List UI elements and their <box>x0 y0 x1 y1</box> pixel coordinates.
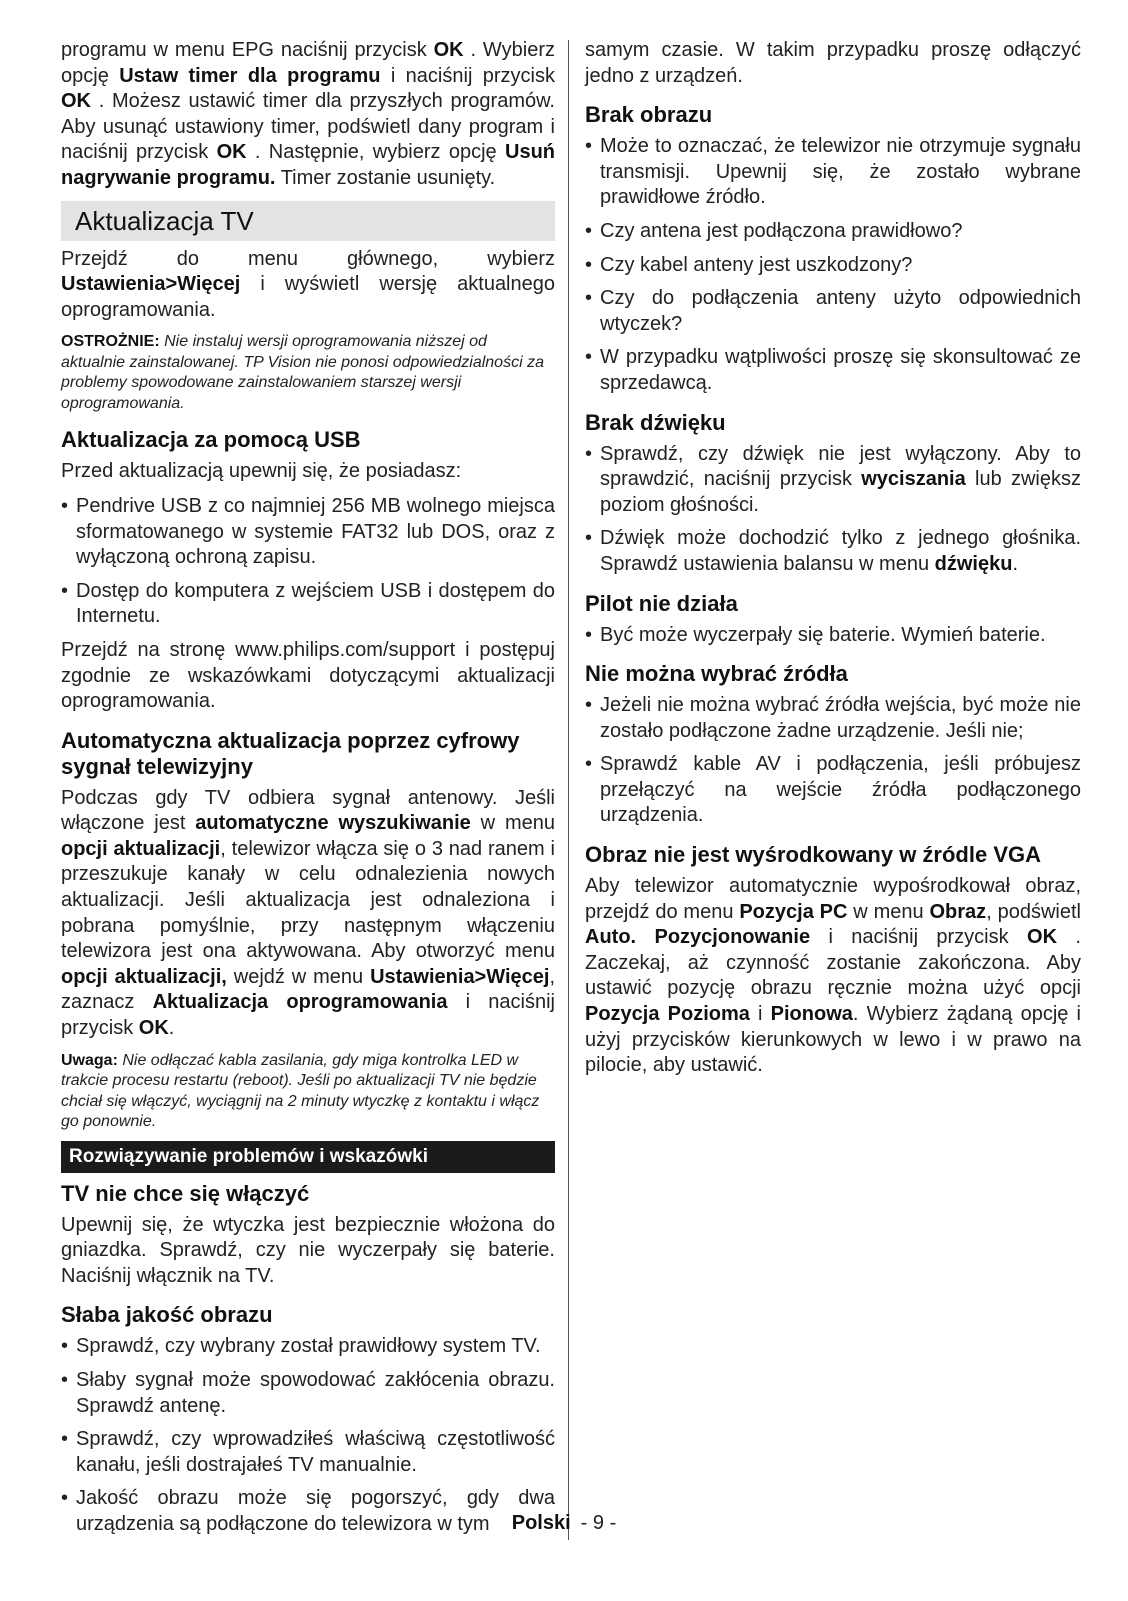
list-item: • Sprawdź, czy dźwięk nie jest wyłączony. Aby to sprawdzić, naciśnij przycisk wyciszania lub zwiększ poziom głośności. <box>585 442 1081 516</box>
epg-timer-paragraph: programu w menu EPG naciśnij przycisk OK . Wybierz opcję Ustaw timer dla programu i naciśnij przycisk OK . Możesz ustawić timer dla przyszłych programów. Aby usunąć ustawiony timer, podświetl dany program i naciśnij przycisk OK . Następnie, wybierz opcję Usuń nagrywanie programu. Timer zostanie usunięty. <box>61 39 556 189</box>
list-item: • Dostęp do komputera z wejściem USB i dostępem do Internetu. <box>61 579 555 628</box>
list-item: • Jakość obrazu może się pogorszyć, gdy dwa urządzenia są podłączone do telewizora w tym <box>61 1487 555 1535</box>
list-item: • Dźwięk może dochodzić tylko z jednego głośnika. Sprawdź ustawienia balansu w menu dźwięku. <box>585 527 1081 575</box>
heading-remote-not-working: Pilot nie działa <box>585 590 738 616</box>
poor-picture-list <box>61 1334 555 1537</box>
list-item: • Sprawdź kable AV i podłączenia, jeśli próbujesz przełączyć na wejście źródła podłączonego urządzenia. <box>585 753 1081 827</box>
source-list <box>585 693 1081 829</box>
no-picture-list <box>585 134 1081 396</box>
heading-cannot-select-source: Nie można wybrać źródła <box>585 661 848 687</box>
heading-tv-wont-turn-on: TV nie chce się włączyć <box>61 1180 310 1206</box>
caution-note: OSTROŻNIE: Nie instaluj wersji oprogramowania niższej od aktualnie zainstalowanej. TP Vision nie ponosi odpowiedzialności za problemy spowodowane zainstalowaniem starszej wersji oprogramowania. <box>61 333 544 412</box>
column-divider <box>568 40 569 1540</box>
list-item: • W przypadku wątpliwości proszę się skonsultować ze sprzedawcą. <box>585 346 1081 394</box>
left-column <box>61 38 555 1546</box>
list-item: • Być może wyczerpały się baterie. Wymień baterie. <box>585 623 1046 646</box>
usb-outro: Przejdź na stronę www.philips.com/support i postępuj zgodnie ze wskazówkami dotyczącymi aktualizacji oprogramowania. <box>61 638 555 713</box>
list-item: • Czy kabel anteny jest uszkodzony? <box>585 253 913 276</box>
usb-requirements-list <box>61 494 555 630</box>
remote-list <box>585 623 1081 649</box>
list-item: • Pendrive USB z co najmniej 256 MB wolnego miejsca sformatowanego w systemie FAT32 lub DOS, oraz z wyłączoną ochroną zapisu. <box>61 494 555 569</box>
list-item: • Czy do podłączenia anteny użyto odpowiednich wtyczek? <box>585 287 1081 335</box>
heading-poor-picture: Słaba jakość obrazu <box>61 1302 273 1328</box>
heading-vga-not-centered: Obraz nie jest wyśrodkowany w źródle VGA <box>585 842 1042 868</box>
auto-update-paragraph: Podczas gdy TV odbiera sygnał antenowy. Jeśli włączone jest automatyczne wyszukiwanie w menu opcji aktualizacji, telewizor włącza się o 3 nad ranem i przeszukuje kanały w celu odnalezienia nowych aktualizacji. Jeśli aktualizacja jest odnaleziona i pobrana pomyślnie, przy następnym włączeniu telewizora jest ona aktywowana. Aby otworzyć menu opcji aktualizacji, wejdź w menu Ustawienia>Więcej, zaznacz Aktualizacja oprogramowania i naciśnij przycisk OK. <box>61 786 555 1040</box>
heading-usb-update: Aktualizacja za pomocą USB <box>61 427 361 453</box>
section-title-tv-update: Aktualizacja TV <box>61 201 555 241</box>
section-title-troubleshooting: Rozwiązywanie problemów i wskazówki <box>61 1141 555 1173</box>
heading-no-sound: Brak dźwięku <box>585 409 726 435</box>
tv-update-paragraph: Przejdź do menu głównego, wybierz Ustawienia>Więcej i wyświetl wersję aktualnego oprogramowania. <box>61 247 555 321</box>
list-item: • Może to oznaczać, że telewizor nie otrzymuje sygnału transmisji. Upewnij się, że zostało wybrane prawidłowe źródło. <box>585 135 1081 209</box>
no-sound-list <box>585 442 1081 578</box>
tv-wont-turn-on-paragraph: Upewnij się, że wtyczka jest bezpiecznie włożona do gniazdka. Sprawdź, czy nie wyczerpały się baterie. Naciśnij włącznik na TV. <box>61 1213 555 1287</box>
continuation-paragraph: samym czasie. W takim przypadku proszę odłączyć jedno z urządzeń. <box>585 39 1081 87</box>
page-footer <box>0 1512 1128 1535</box>
list-item: • Czy antena jest podłączona prawidłowo? <box>585 219 963 242</box>
list-item: • Sprawdź, czy wprowadziłeś właściwą częstotliwość kanału, jeśli dostrajałeś TV manualnie. <box>61 1428 555 1476</box>
heading-no-picture: Brak obrazu <box>585 102 713 128</box>
list-item: • Słaby sygnał może spowodować zakłócenia obrazu. Sprawdź antenę. <box>61 1369 555 1417</box>
list-item: • Sprawdź, czy wybrany został prawidłowy system TV. <box>61 1335 541 1358</box>
vga-paragraph: Aby telewizor automatycznie wypośrodkował obraz, przejdź do menu Pozycja PC w menu Obraz, podświetl Auto. Pozycjonowanie i naciśnij przycisk OK . Zaczekaj, aż czynność zostanie zakończona. Aby ustawić pozycję obrazu ręcznie można użyć opcji Pozycja Pozioma i Pionowa. Wybierz żądaną opcję i użyj przycisków kierunkowych w lewo i w prawo na pilocie, aby ustawić. <box>585 875 1081 1077</box>
right-column <box>585 38 1081 1088</box>
page-number: - 9 - <box>580 1512 617 1534</box>
usb-intro: Przed aktualizacją upewnij się, że posiadasz: <box>61 460 462 483</box>
uwaga-note: Uwaga: Nie odłączać kabla zasilania, gdy miga kontrolka LED w trakcie procesu restartu (reboot). Jeśli po aktualizacji TV nie będzie chciał się włączyć, wyciągnij na 2 minuty wtyczkę z kontaktu i włącz go ponownie. <box>61 1051 540 1131</box>
footer-language: Polski <box>511 1512 571 1534</box>
heading-auto-update: Automatyczna aktualizacja poprzez cyfrowy sygnał telewizyjny <box>61 727 520 779</box>
list-item: • Jeżeli nie można wybrać źródła wejścia, być może nie zostało podłączone żadne urządzenie. Jeśli nie; <box>585 694 1081 742</box>
